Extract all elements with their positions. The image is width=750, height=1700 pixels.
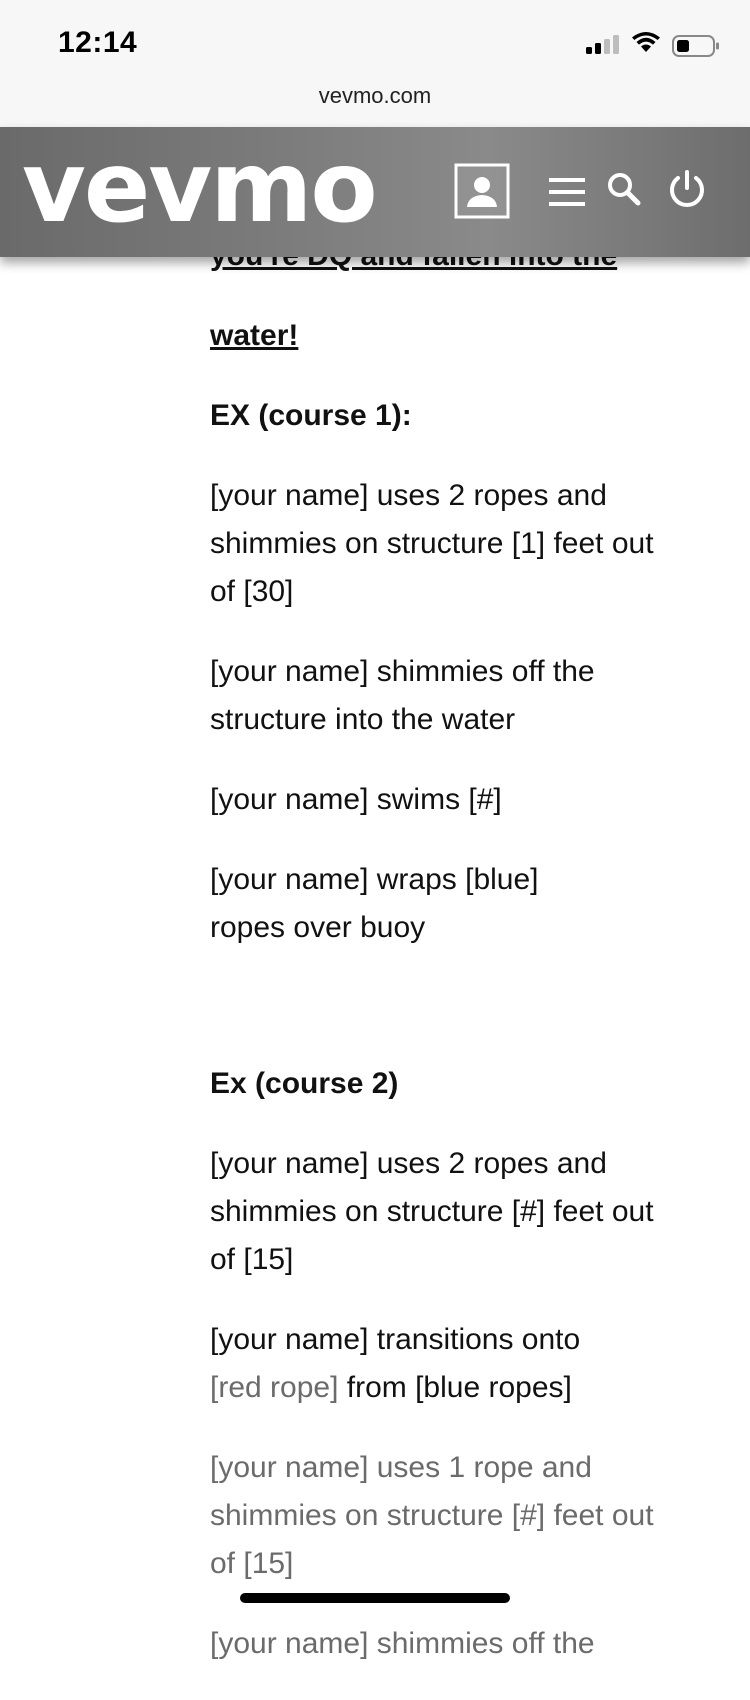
ex2-p2-part2: from [blue ropes]: [338, 1371, 572, 1404]
site-header: [0, 127, 750, 257]
spacer: [210, 984, 680, 1060]
ex2-paragraph-1: [your name] uses 2 ropes and shimmies on structure [#] feet out of [15]: [210, 1147, 654, 1276]
ex1-paragraph-1: [your name] uses 2 ropes and shimmies on structure [1] feet out of [30]: [210, 479, 654, 608]
home-indicator[interactable]: [240, 1593, 510, 1603]
status-time: 12:14: [58, 26, 138, 59]
wifi-icon: [630, 30, 662, 54]
ex2-p2-part1: [your name] transitions onto: [210, 1323, 581, 1356]
status-bar: [0, 0, 750, 80]
battery-icon: [672, 34, 720, 58]
article-content: [210, 232, 680, 1700]
cellular-signal-icon: [586, 34, 620, 54]
vevmo-logo[interactable]: vevmo: [22, 131, 376, 245]
search-icon[interactable]: [606, 171, 642, 207]
browser-address-bar[interactable]: [0, 80, 750, 128]
underlined-text-line: water!: [210, 319, 299, 352]
power-icon[interactable]: [667, 169, 707, 209]
profile-icon[interactable]: [454, 163, 510, 219]
ex1-p4-line1: [your name] wraps [blue]: [210, 863, 539, 896]
ex1-paragraph-3: [your name] swims [#]: [210, 783, 502, 816]
address-url[interactable]: vevmo.com: [318, 83, 432, 108]
hamburger-menu-icon[interactable]: [549, 177, 585, 207]
ex2-paragraph-2: [210, 1316, 680, 1412]
ex2-paragraph-3: [your name] uses 1 rope and shimmies on structure [#] feet out of [15]: [210, 1451, 654, 1580]
ex2-heading: Ex (course 2): [210, 1067, 399, 1100]
ex1-p4-line2: ropes over buoy: [210, 911, 426, 944]
ex2-p2-red-rope: [red rope]: [210, 1371, 339, 1404]
ex1-paragraph-4: [210, 856, 680, 952]
ex1-heading: EX (course 1):: [210, 399, 412, 432]
ex2-paragraph-4: [your name] shimmies off the: [210, 1627, 595, 1660]
ex1-paragraph-2: [your name] shimmies off the structure into the water: [210, 655, 595, 736]
